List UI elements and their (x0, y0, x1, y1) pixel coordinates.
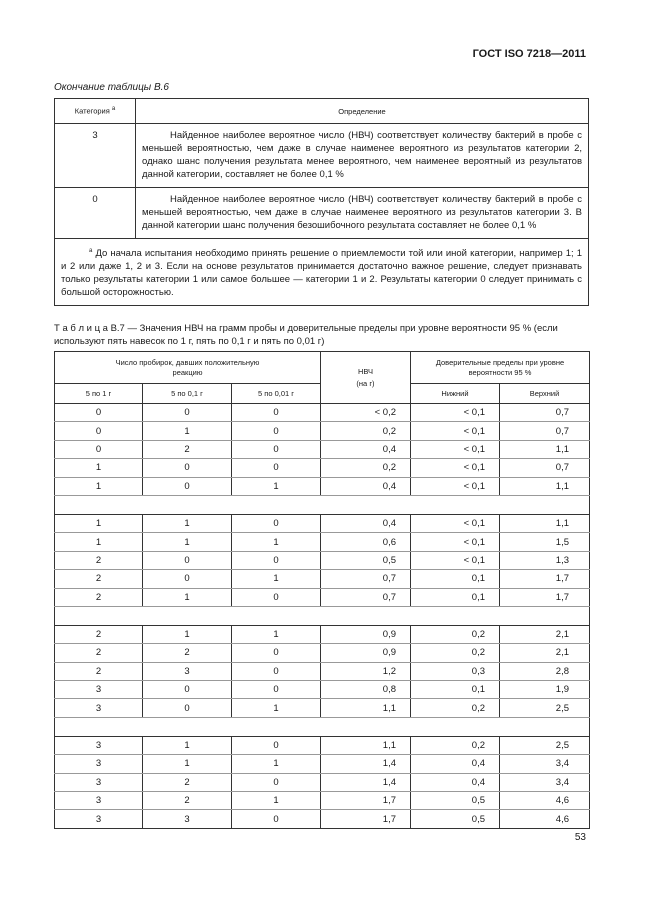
table-row (55, 736, 590, 754)
cell-low: 0,4 (411, 773, 500, 791)
cell-high: 2,8 (500, 662, 590, 680)
cell-01g: 1 (143, 755, 232, 773)
cell-001g: 0 (232, 810, 321, 828)
cell-001g: 0 (232, 514, 321, 532)
table-continuation-label: Окончание таблицы В.6 (54, 82, 169, 93)
table-row (55, 644, 590, 662)
cell-01g: 2 (143, 792, 232, 810)
footnote-row (55, 239, 589, 306)
table-row (55, 792, 590, 810)
cell-001g: 0 (232, 422, 321, 440)
cell-1g: 3 (55, 792, 143, 810)
cell-mpn: 0,9 (321, 625, 411, 643)
cell-1g: 2 (55, 588, 143, 606)
cell-high: 4,6 (500, 792, 590, 810)
cell-001g: 0 (232, 644, 321, 662)
cell-1g: 2 (55, 644, 143, 662)
cell-low: 0,1 (411, 588, 500, 606)
cell-1g: 1 (55, 459, 143, 477)
cell-001g: 1 (232, 755, 321, 773)
table-header-row (55, 99, 589, 124)
cell-mpn: 1,7 (321, 810, 411, 828)
cell-mpn: 0,4 (321, 477, 411, 495)
cell-low: 0,1 (411, 681, 500, 699)
cell-high: 1,7 (500, 570, 590, 588)
cell-mpn: 1,1 (321, 736, 411, 754)
cell-001g: 1 (232, 792, 321, 810)
cell-mpn: 0,6 (321, 533, 411, 551)
table-row (55, 188, 589, 239)
column-header-001g: 5 по 0,01 г (232, 384, 321, 404)
cell-mpn: 0,9 (321, 644, 411, 662)
cell-low: 0,2 (411, 644, 500, 662)
table-b7 (54, 351, 590, 829)
cell-001g: 1 (232, 625, 321, 643)
cell-01g: 1 (143, 422, 232, 440)
column-header-1g: 5 по 1 г (55, 384, 143, 404)
cell-mpn: 0,8 (321, 681, 411, 699)
cell-low: < 0,1 (411, 459, 500, 477)
cell-001g: 0 (232, 440, 321, 458)
cell-01g: 1 (143, 514, 232, 532)
cell-01g: 0 (143, 570, 232, 588)
cell-mpn: 0,5 (321, 551, 411, 569)
cell-01g: 0 (143, 404, 232, 422)
cell-high: 0,7 (500, 422, 590, 440)
cell-01g: 2 (143, 773, 232, 791)
cell-01g: 0 (143, 477, 232, 495)
separator-cell (55, 717, 590, 736)
cell-1g: 2 (55, 551, 143, 569)
document-id: ГОСТ ISO 7218—2011 (472, 48, 586, 60)
cell-high: 3,4 (500, 755, 590, 773)
cell-01g: 1 (143, 588, 232, 606)
cell-mpn: 1,2 (321, 662, 411, 680)
cell-001g: 0 (232, 459, 321, 477)
table-row (55, 459, 590, 477)
column-header-high: Верхний (500, 384, 590, 404)
cell-001g: 0 (232, 736, 321, 754)
table-b6 (54, 98, 589, 306)
cell-1g: 3 (55, 699, 143, 717)
column-header-mpn: НВЧ (на г) (321, 352, 411, 404)
cell-001g: 1 (232, 699, 321, 717)
column-header-category: Категория $^а$ (55, 99, 136, 124)
cell-high: 1,1 (500, 440, 590, 458)
table-row (55, 404, 590, 422)
cell-1g: 3 (55, 681, 143, 699)
cell-1g: 0 (55, 404, 143, 422)
cell-01g: 0 (143, 551, 232, 569)
cell-high: 4,6 (500, 810, 590, 828)
cell-01g: 1 (143, 625, 232, 643)
table-row (55, 699, 590, 717)
page-number: 53 (574, 832, 586, 843)
table-row (55, 124, 589, 188)
cell-001g: 0 (232, 551, 321, 569)
cell-mpn: 1,1 (321, 699, 411, 717)
cell-mpn: < 0,2 (321, 404, 411, 422)
table-row (55, 773, 590, 791)
cell-1g: 3 (55, 810, 143, 828)
cell-high: 1,1 (500, 514, 590, 532)
cell-low: < 0,1 (411, 514, 500, 532)
cell-001g: 0 (232, 404, 321, 422)
table-header-row (55, 352, 590, 384)
cell-mpn: 1,4 (321, 773, 411, 791)
cell-001g: 0 (232, 662, 321, 680)
cell-high: 0,7 (500, 404, 590, 422)
cell-01g: 2 (143, 440, 232, 458)
table-row (55, 755, 590, 773)
table-caption: Т а б л и ц а В.7 — Значения НВЧ на грамм пробы и доверительные пределы при уровне вероятности 95 % (если используют пять навесок по 1 г, пять по 0,1 г и пять по 0,01 г) (54, 323, 558, 347)
column-header-low: Нижний (411, 384, 500, 404)
cell-mpn: 1,7 (321, 792, 411, 810)
cell-01g: 2 (143, 644, 232, 662)
cell-001g: 1 (232, 533, 321, 551)
cell-high: 1,7 (500, 588, 590, 606)
cell-01g: 1 (143, 736, 232, 754)
cell-01g: 1 (143, 533, 232, 551)
cell-1g: 0 (55, 422, 143, 440)
cell-01g: 3 (143, 662, 232, 680)
cell-high: 0,7 (500, 459, 590, 477)
cell-1g: 0 (55, 440, 143, 458)
cell-mpn: 0,2 (321, 459, 411, 477)
cell-low: 0,2 (411, 699, 500, 717)
cell-1g: 1 (55, 533, 143, 551)
cell-mpn: 0,4 (321, 440, 411, 458)
cell-high: 2,5 (500, 699, 590, 717)
cell-mpn: 0,7 (321, 588, 411, 606)
cell-high: 1,1 (500, 477, 590, 495)
cell-01g: 0 (143, 699, 232, 717)
column-header-01g: 5 по 0,1 г (143, 384, 232, 404)
table-row (55, 681, 590, 699)
definition-cell: Найденное наиболее вероятное число (НВЧ) соответствует количеству бактерий в пробе с меньшей вероятностью, чем даже в случае наименее вероятного из результатов категории 2, однако шанс получения результата менее вероятного, чем наименее вероятный из результатов данной категории, составляет не более 0,1 % (136, 124, 589, 188)
cell-low: < 0,1 (411, 551, 500, 569)
cell-low: < 0,1 (411, 477, 500, 495)
cell-1g: 3 (55, 755, 143, 773)
table-row (55, 810, 590, 828)
cell-mpn: 0,2 (321, 422, 411, 440)
cell-low: 0,2 (411, 736, 500, 754)
cell-1g: 2 (55, 625, 143, 643)
cell-low: 0,4 (411, 755, 500, 773)
cell-high: 1,3 (500, 551, 590, 569)
table-row (55, 625, 590, 643)
cell-1g: 2 (55, 662, 143, 680)
cell-001g: 0 (232, 681, 321, 699)
column-header-confidence: Доверительные пределы при уровне вероятности 95 % (411, 352, 590, 384)
cell-1g: 1 (55, 514, 143, 532)
table-row (55, 422, 590, 440)
table-row (55, 514, 590, 532)
category-cell: 0 (55, 188, 136, 239)
cell-high: 3,4 (500, 773, 590, 791)
cell-001g: 1 (232, 477, 321, 495)
table-row (55, 477, 590, 495)
cell-low: < 0,1 (411, 440, 500, 458)
cell-1g: 3 (55, 773, 143, 791)
category-cell: 3 (55, 124, 136, 188)
definition-cell: Найденное наиболее вероятное число (НВЧ) соответствует количеству бактерий в пробе с меньшей вероятностью, чем даже в случае наименее вероятного из результатов категории 3. В данной категории шанс получения безошибочного результата составляет не более 0,1 % (136, 188, 589, 239)
cell-1g: 1 (55, 477, 143, 495)
cell-001g: 1 (232, 570, 321, 588)
cell-high: 2,1 (500, 625, 590, 643)
table-row (55, 662, 590, 680)
cell-high: 2,5 (500, 736, 590, 754)
table-row (55, 533, 590, 551)
cell-1g: 2 (55, 570, 143, 588)
column-header-definition: Определение (136, 99, 589, 124)
footnote: $^а$ До начала испытания необходимо принять решение о приемлемости той или иной категории, например 1; 1 и 2 или даже 1, 2 и 3. Если на основе результатов принимается достаточно важное решение, следует признавать только результаты категории 1 или самое большее — категории 1 и 2. Результаты категории 0 следует принимать с большой осторожностью. (55, 239, 589, 306)
cell-01g: 0 (143, 459, 232, 477)
column-header-tubes: Число пробирок, давших положительную реакцию (55, 352, 321, 384)
table-row (55, 551, 590, 569)
cell-mpn: 0,7 (321, 570, 411, 588)
group-separator (55, 606, 590, 625)
cell-low: < 0,1 (411, 533, 500, 551)
cell-low: 0,2 (411, 625, 500, 643)
table-row (55, 440, 590, 458)
table-row (55, 570, 590, 588)
cell-low: 0,1 (411, 570, 500, 588)
cell-mpn: 1,4 (321, 755, 411, 773)
cell-high: 2,1 (500, 644, 590, 662)
group-separator (55, 495, 590, 514)
cell-low: < 0,1 (411, 404, 500, 422)
cell-high: 1,9 (500, 681, 590, 699)
cell-01g: 3 (143, 810, 232, 828)
cell-01g: 0 (143, 681, 232, 699)
cell-001g: 0 (232, 588, 321, 606)
cell-low: < 0,1 (411, 422, 500, 440)
cell-mpn: 0,4 (321, 514, 411, 532)
separator-cell (55, 606, 590, 625)
cell-1g: 3 (55, 736, 143, 754)
separator-cell (55, 495, 590, 514)
table-row (55, 588, 590, 606)
cell-low: 0,3 (411, 662, 500, 680)
cell-high: 1,5 (500, 533, 590, 551)
group-separator (55, 717, 590, 736)
cell-low: 0,5 (411, 792, 500, 810)
cell-low: 0,5 (411, 810, 500, 828)
cell-001g: 0 (232, 773, 321, 791)
